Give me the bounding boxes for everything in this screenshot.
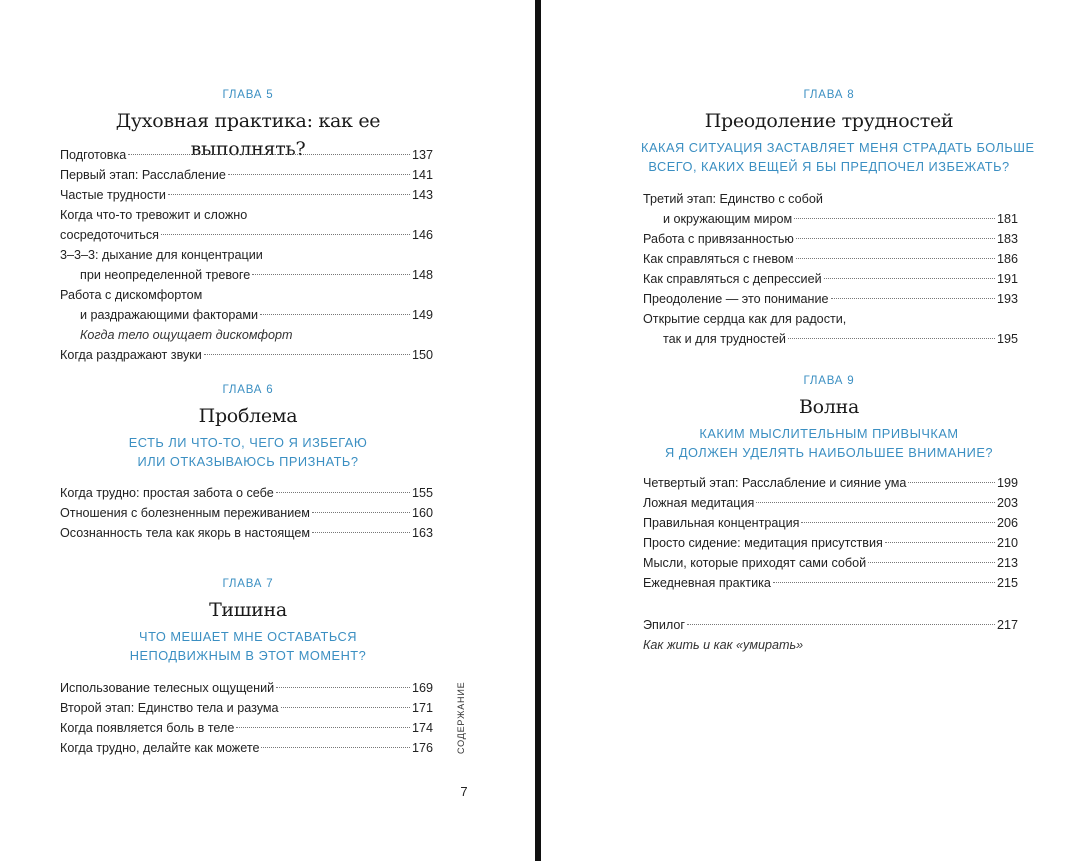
toc-entry-title: Как справляться с депрессией	[643, 272, 822, 286]
chapter-label: ГЛАВА 7	[222, 578, 274, 590]
chapter-6-header	[60, 383, 436, 471]
toc-page-number: 174	[411, 721, 433, 735]
toc-entry-title: Ежедневная практика	[643, 576, 771, 590]
toc-page-number: 160	[411, 506, 433, 520]
toc-page-number: 150	[411, 348, 433, 362]
toc-row	[60, 718, 433, 738]
toc-page-number: 149	[411, 308, 433, 322]
toc-entry-line: Когда что-то тревожит и сложно	[60, 208, 248, 222]
toc-row	[643, 269, 1018, 289]
toc-entry-title: Когда появляется боль в теле	[60, 721, 235, 735]
toc-row	[60, 225, 433, 245]
toc-entry-title: Когда трудно, делайте как можете	[60, 741, 260, 755]
toc-page-number: 169	[411, 681, 433, 695]
leader-dots	[796, 238, 995, 239]
toc-row	[60, 678, 433, 698]
toc-entry-title: и окружающим миром	[663, 212, 793, 226]
chapter-5-toc	[60, 145, 433, 365]
chapter-9-toc	[643, 473, 1018, 593]
chapter-8-header	[641, 88, 1035, 176]
leader-dots	[312, 532, 410, 533]
toc-entry-title: Второй этап: Единство тела и разума	[60, 701, 279, 715]
toc-entry[interactable]	[643, 553, 1018, 573]
leader-dots	[687, 624, 995, 625]
leader-dots	[252, 274, 410, 275]
toc-entry-title: Работа с привязанностью	[643, 232, 794, 246]
leader-dots	[276, 687, 410, 688]
chapter-question-line: Я ДОЛЖЕН УДЕЛЯТЬ НАИБОЛЬШЕЕ ВНИМАНИЕ?	[665, 444, 993, 460]
toc-entry-title: Первый этап: Расслабление	[60, 168, 226, 182]
chapter-question-line: КАКИМ МЫСЛИТЕЛЬНЫМ ПРИВЫЧКАМ	[699, 426, 959, 441]
toc-row	[60, 345, 433, 365]
leader-dots	[260, 314, 410, 315]
running-header: СОДЕРЖАНИЕ	[456, 681, 466, 754]
leader-dots	[824, 278, 995, 279]
chapter-title: Преодоление трудностей	[704, 110, 954, 132]
chapter-8-toc	[643, 189, 1018, 349]
chapter-question	[641, 139, 1035, 176]
toc-entry-title: сосредоточиться	[60, 228, 159, 242]
toc-entry-title: Четвертый этап: Расслабление и сияние ума	[643, 476, 907, 490]
toc-row	[643, 473, 1018, 493]
toc-entry[interactable]	[60, 145, 433, 165]
toc-page-number: 163	[411, 526, 433, 540]
toc-entry-title: Правильная концентрация	[643, 516, 800, 530]
toc-entry[interactable]	[60, 523, 433, 543]
toc-entry[interactable]	[60, 503, 433, 523]
toc-page-number: 217	[996, 618, 1018, 632]
chapter-title: Тишина	[209, 599, 287, 621]
toc-row	[60, 265, 433, 285]
chapter-6-toc	[60, 483, 433, 543]
toc-page-number: 193	[996, 292, 1018, 306]
toc-row	[60, 503, 433, 523]
toc-entry[interactable]	[643, 189, 1018, 229]
chapter-title: Проблема	[198, 405, 298, 427]
toc-entry-line: Открытие сердца как для радости,	[643, 312, 847, 326]
toc-entry[interactable]	[643, 309, 1018, 349]
toc-row	[60, 165, 433, 185]
toc-page-number: 137	[411, 148, 433, 162]
leader-dots	[868, 562, 995, 563]
toc-row	[643, 573, 1018, 593]
toc-entry-line: Работа с дискомфортом	[60, 288, 203, 302]
toc-entry[interactable]	[643, 615, 1018, 655]
toc-entry-title: Преодоление — это понимание	[643, 292, 829, 306]
toc-entry[interactable]	[60, 738, 433, 758]
chapter-question-line: ЕСТЬ ЛИ ЧТО-ТО, ЧЕГО Я ИЗБЕГАЮ	[128, 435, 368, 450]
toc-entry[interactable]	[643, 513, 1018, 533]
toc-row	[643, 249, 1018, 269]
toc-entry-title: Использование телесных ощущений	[60, 681, 275, 695]
toc-row	[643, 533, 1018, 553]
toc-entry[interactable]	[60, 205, 433, 245]
chapter-7-toc	[60, 678, 433, 758]
chapter-question-line: ЧТО МЕШАЕТ МНЕ ОСТАВАТЬСЯ	[139, 629, 357, 644]
chapter-question	[60, 434, 436, 471]
page-number: 7	[460, 784, 468, 799]
toc-page-number: 181	[996, 212, 1018, 226]
chapter-question	[641, 425, 1017, 462]
toc-entry-title: Ложная медитация	[643, 496, 755, 510]
leader-dots	[168, 194, 410, 195]
toc-page-number: 141	[411, 168, 433, 182]
toc-entry-title: Частые трудности	[60, 188, 166, 202]
toc-entry-title: Когда раздражают звуки	[60, 348, 202, 362]
toc-entry[interactable]	[60, 718, 433, 738]
toc-row	[60, 305, 433, 325]
leader-dots	[794, 218, 995, 219]
toc-row	[643, 553, 1018, 573]
leader-dots	[796, 258, 995, 259]
chapter-label: ГЛАВА 6	[222, 384, 274, 396]
chapter-9-header	[641, 374, 1017, 462]
chapter-label: ГЛАВА 9	[803, 375, 855, 387]
toc-page-number: 148	[411, 268, 433, 282]
leader-dots	[236, 727, 410, 728]
leader-dots	[261, 747, 410, 748]
leader-dots	[831, 298, 995, 299]
toc-entry[interactable]	[60, 678, 433, 698]
chapter-7-header	[60, 577, 436, 665]
chapter-title: Духовная практика: как ее выполнять?	[115, 110, 381, 160]
toc-entry[interactable]	[60, 483, 433, 503]
toc-entry[interactable]	[643, 533, 1018, 553]
leader-dots	[788, 338, 995, 339]
toc-entry-title: Как справляться с гневом	[643, 252, 794, 266]
toc-page-number: 183	[996, 232, 1018, 246]
chapter-title: Волна	[799, 396, 859, 418]
toc-entry-line: Третий этап: Единство с собой	[643, 192, 823, 206]
toc-entry[interactable]	[60, 698, 433, 718]
toc-entry[interactable]	[643, 229, 1018, 249]
right-page	[541, 0, 1077, 861]
toc-row	[643, 513, 1018, 533]
toc-page-number: 146	[411, 228, 433, 242]
toc-row	[643, 229, 1018, 249]
chapter-question	[60, 628, 436, 665]
toc-row	[643, 289, 1018, 309]
toc-entry[interactable]	[643, 473, 1018, 493]
toc-entry-title: и раздражающими факторами	[80, 308, 259, 322]
toc-entry-subtitle: Когда тело ощущает дискомфорт	[80, 328, 293, 342]
toc-entry[interactable]	[643, 289, 1018, 309]
toc-row	[60, 185, 433, 205]
toc-entry[interactable]	[60, 185, 433, 205]
epilogue-entry	[643, 615, 1018, 655]
toc-page-number: 176	[411, 741, 433, 755]
toc-page-number: 215	[996, 576, 1018, 590]
toc-page-number: 195	[996, 332, 1018, 346]
toc-page-number: 206	[996, 516, 1018, 530]
toc-entry-title: Мысли, которые приходят сами собой	[643, 556, 867, 570]
toc-entry-title: так и для трудностей	[663, 332, 786, 346]
toc-entry-title: Просто сидение: медитация присутствия	[643, 536, 883, 550]
toc-row	[643, 493, 1018, 513]
left-page	[0, 0, 535, 861]
toc-row	[60, 523, 433, 543]
toc-entry-title: Эпилог	[643, 618, 685, 632]
toc-row	[60, 738, 433, 758]
toc-entry[interactable]	[60, 165, 433, 185]
toc-entry-title: Отношения с болезненным переживанием	[60, 506, 310, 520]
toc-page-number: 199	[996, 476, 1018, 490]
toc-entry-title: Когда трудно: простая забота о себе	[60, 486, 274, 500]
toc-entry-line: 3–3–3: дыхание для концентрации	[60, 248, 263, 262]
toc-entry-title: при неопределенной тревоге	[80, 268, 251, 282]
leader-dots	[773, 582, 995, 583]
toc-entry-title: Подготовка	[60, 148, 127, 162]
leader-dots	[128, 154, 410, 155]
leader-dots	[161, 234, 410, 235]
chapter-question-line: НЕПОДВИЖНЫМ В ЭТОТ МОМЕНТ?	[129, 647, 367, 663]
toc-page-number: 210	[996, 536, 1018, 550]
toc-entry-subtitle: Как жить и как «умирать»	[643, 638, 804, 652]
toc-page-number: 186	[996, 252, 1018, 266]
toc-page-number: 203	[996, 496, 1018, 510]
leader-dots	[801, 522, 995, 523]
leader-dots	[228, 174, 410, 175]
chapter-question-line: ИЛИ ОТКАЗЫВАЮСЬ ПРИЗНАТЬ?	[137, 453, 359, 469]
leader-dots	[908, 482, 995, 483]
toc-entry[interactable]	[60, 285, 433, 345]
toc-page-number: 143	[411, 188, 433, 202]
toc-page-number: 171	[411, 701, 433, 715]
leader-dots	[885, 542, 995, 543]
toc-entry[interactable]	[643, 249, 1018, 269]
toc-entry[interactable]	[643, 493, 1018, 513]
toc-entry[interactable]	[643, 269, 1018, 289]
toc-entry-title: Осознанность тела как якорь в настоящем	[60, 526, 311, 540]
chapter-label: ГЛАВА 5	[222, 89, 274, 101]
chapter-question-line: ВСЕГО, КАКИХ ВЕЩЕЙ Я БЫ ПРЕДПОЧЕЛ ИЗБЕЖАТЬ?	[648, 158, 1010, 174]
toc-entry[interactable]	[643, 573, 1018, 593]
toc-row	[60, 698, 433, 718]
toc-entry[interactable]	[60, 345, 433, 365]
leader-dots	[756, 502, 995, 503]
chapter-label: ГЛАВА 8	[803, 89, 855, 101]
toc-row	[643, 209, 1018, 229]
leader-dots	[281, 707, 410, 708]
toc-entry[interactable]	[60, 245, 433, 285]
leader-dots	[312, 512, 410, 513]
chapter-question-line: КАКАЯ СИТУАЦИЯ ЗАСТАВЛЯЕТ МЕНЯ СТРАДАТЬ БОЛЬШЕ	[641, 140, 1035, 155]
toc-row	[643, 329, 1018, 349]
toc-page-number: 191	[996, 272, 1018, 286]
toc-row	[60, 483, 433, 503]
toc-page-number: 213	[996, 556, 1018, 570]
leader-dots	[204, 354, 410, 355]
leader-dots	[276, 492, 410, 493]
toc-row	[60, 145, 433, 165]
toc-row	[643, 615, 1018, 635]
toc-page-number: 155	[411, 486, 433, 500]
